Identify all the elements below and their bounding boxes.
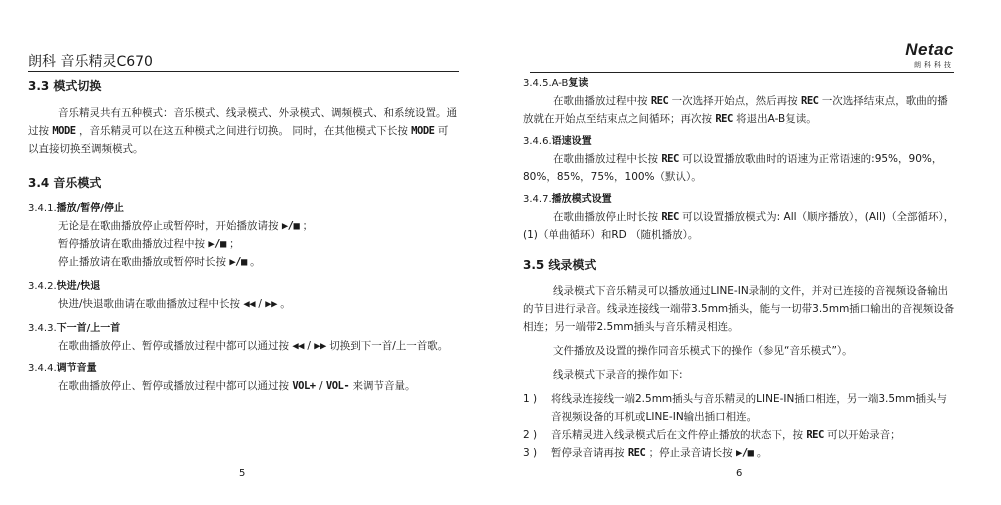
text: 在歌曲播放停止时长按 [553, 211, 658, 223]
play-line-2 [28, 235, 458, 253]
left-page [28, 76, 458, 395]
text: 在歌曲播放过程中长按 [553, 153, 658, 165]
rec-key: REC [801, 95, 819, 107]
section-number: 3.4.7. [523, 194, 552, 205]
section-name: 复读 [568, 78, 589, 89]
rec-key: REC [650, 95, 669, 107]
separator: / [258, 298, 262, 310]
text: 在歌曲播放停止、暂停或播放过程中都可以通过按 [58, 340, 289, 352]
rec-key: REC [715, 113, 733, 125]
section-number: 3.4.4. [28, 363, 57, 374]
text: 停止播放请在歌曲播放或暂停时长按 [58, 256, 226, 268]
playmode-body [523, 208, 955, 244]
speed-body [523, 150, 955, 186]
step-number: 3 ) [523, 447, 538, 459]
right-page [523, 76, 955, 462]
rec-key: REC [661, 153, 679, 165]
section-name: 播放模式设置 [551, 194, 612, 205]
text: 可以设置播放歌曲时的语速为正常语速的:95%，90%，80%，85%，75%，100%（默认）。 [523, 153, 943, 183]
section-name: 调节音量 [56, 363, 97, 374]
logo-mark: Netac [905, 40, 954, 59]
next-key: ▶▶ [265, 298, 277, 310]
page-number-left: 5 [239, 468, 246, 479]
prev-key: ◀◀ [292, 340, 304, 352]
section-name: 语速设置 [551, 136, 592, 147]
rec-key: REC [627, 447, 646, 459]
play-line-3 [28, 253, 458, 271]
text: 。 [280, 298, 291, 310]
linein-intro: 线录模式下音乐精灵可以播放通过LINE-IN录制的文件，并对已连接的音视频设备输出的节目进行录音。线录连接线一端带3.5mm插头，能与一切带3.5mm插口输出的音视频设备相连；另一端带2.5mm插头与音乐精灵相连。 [523, 285, 955, 333]
text: 来调节音量。 [352, 380, 416, 392]
section-name: 下一首/上一首 [56, 323, 121, 334]
section-number: 3.4.1. [28, 203, 57, 214]
text: 。 [250, 256, 261, 268]
step-2 [523, 426, 955, 444]
text: 可以设置播放模式为: All（顺序播放），(All)（全部循环），(1)（单曲循环）和RD （随机播放）。 [523, 211, 955, 241]
header-title: 朗科 音乐精灵C670 [28, 54, 153, 70]
play-line-1 [28, 217, 458, 235]
step-number: 1 ) [523, 393, 538, 405]
text: 可以开始录音； [827, 429, 901, 441]
play-pause-key: ▶/■ [736, 447, 754, 459]
mode-key: MODE [411, 125, 435, 137]
section-3-3-body [28, 104, 458, 158]
section-number: 3.4.6. [523, 136, 552, 147]
step-text [551, 444, 767, 462]
text: 可以直接切换至调频模式。 [28, 125, 449, 155]
section-3-4-1-title [28, 201, 458, 217]
mode-key: MODE [52, 125, 76, 137]
step-number: 2 ) [523, 429, 538, 441]
step-text [551, 426, 901, 444]
vol-up-key: VOL+ [292, 380, 316, 392]
play-pause-key: ▶/■ [229, 256, 247, 268]
text: 快进/快退歌曲请在歌曲播放过程中长按 [58, 298, 241, 310]
linein-steps-intro: 线录模式下录音的操作如下: [553, 369, 683, 381]
track-skip-body [28, 337, 458, 355]
ab-repeat-body [523, 92, 955, 128]
step-1 [523, 390, 955, 426]
volume-body [28, 377, 458, 395]
section-name: 播放/暂停/停止 [56, 203, 124, 214]
text: ，音乐精灵可以在这五种模式之间进行切换。 同时，在其他模式下长按 [78, 125, 408, 137]
seek-line [28, 295, 458, 313]
section-name: 快进/快退 [56, 281, 101, 292]
play-pause-key: ▶/■ [281, 220, 300, 232]
text: ；停止录音请长按 [648, 447, 733, 459]
netac-logo [890, 40, 954, 72]
text: 暂停录音请再按 [551, 447, 625, 459]
section-3-4-2-title [28, 279, 458, 295]
section-3-4-5-title [523, 76, 955, 92]
text: 无论是在歌曲播放停止或暂停时，开始播放请按 [58, 220, 279, 232]
logo-subtitle: 朗科科技 [914, 61, 954, 69]
section-number: 3.4.3. [28, 323, 57, 334]
text: 切换到下一首/上一首歌。 [329, 340, 449, 352]
text: 在歌曲播放停止、暂停或播放过程中都可以通过按 [58, 380, 289, 392]
vol-down-key: VOL- [325, 380, 350, 392]
text: 。 [756, 447, 768, 459]
header-divider-right [530, 72, 954, 73]
play-pause-key: ▶/■ [208, 238, 226, 250]
text: 将退出A-B复读。 [736, 113, 817, 125]
text: 暂停播放请在歌曲播放过程中按 [58, 238, 205, 250]
next-key: ▶▶ [314, 340, 326, 352]
rec-key: REC [661, 211, 679, 223]
prev-key: ◀◀ [243, 298, 256, 310]
text: ； [302, 220, 314, 232]
text: 音乐精灵共有五种模式：音乐模式、线录模式、外录模式、调频模式、和系统设置。通过按 [28, 107, 457, 137]
step-3 [523, 444, 955, 462]
linein-note: 文件播放及设置的操作同音乐模式下的操作（参见“音乐模式”）。 [553, 345, 853, 357]
separator: / [318, 380, 323, 392]
section-3-4-7-title [523, 192, 955, 208]
text: 一次选择开始点，然后再按 [671, 95, 798, 107]
section-3-3-title: 3.3 模式切换 [28, 79, 102, 93]
header-divider [28, 71, 459, 72]
rec-key: REC [806, 429, 824, 441]
page-number-right: 6 [736, 468, 743, 479]
section-number: 3.4.2. [28, 281, 57, 292]
step-text: 将线录连接线一端2.5mm插头与音乐精灵的LINE-IN插口相连，另一端3.5mm插头与音视频设备的耳机或LINE-IN输出插口相连。 [551, 393, 947, 423]
text: 一次选择结束点，歌曲的播放就在开始点至结束点之间循环；再次按 [523, 95, 948, 125]
text: ； [229, 238, 240, 250]
section-3-4-title: 3.4 音乐模式 [28, 176, 102, 190]
section-3-5-title: 3.5 线录模式 [523, 258, 597, 272]
section-3-4-3-title [28, 321, 458, 337]
text: 音乐精灵进入线录模式后在文件停止播放的状态下，按 [551, 429, 803, 441]
section-number: 3.4.5.A-B [523, 78, 569, 89]
separator: / [307, 340, 311, 352]
text: 在歌曲播放过程中按 [553, 95, 648, 107]
section-3-4-6-title [523, 134, 955, 150]
section-3-4-4-title [28, 361, 458, 377]
